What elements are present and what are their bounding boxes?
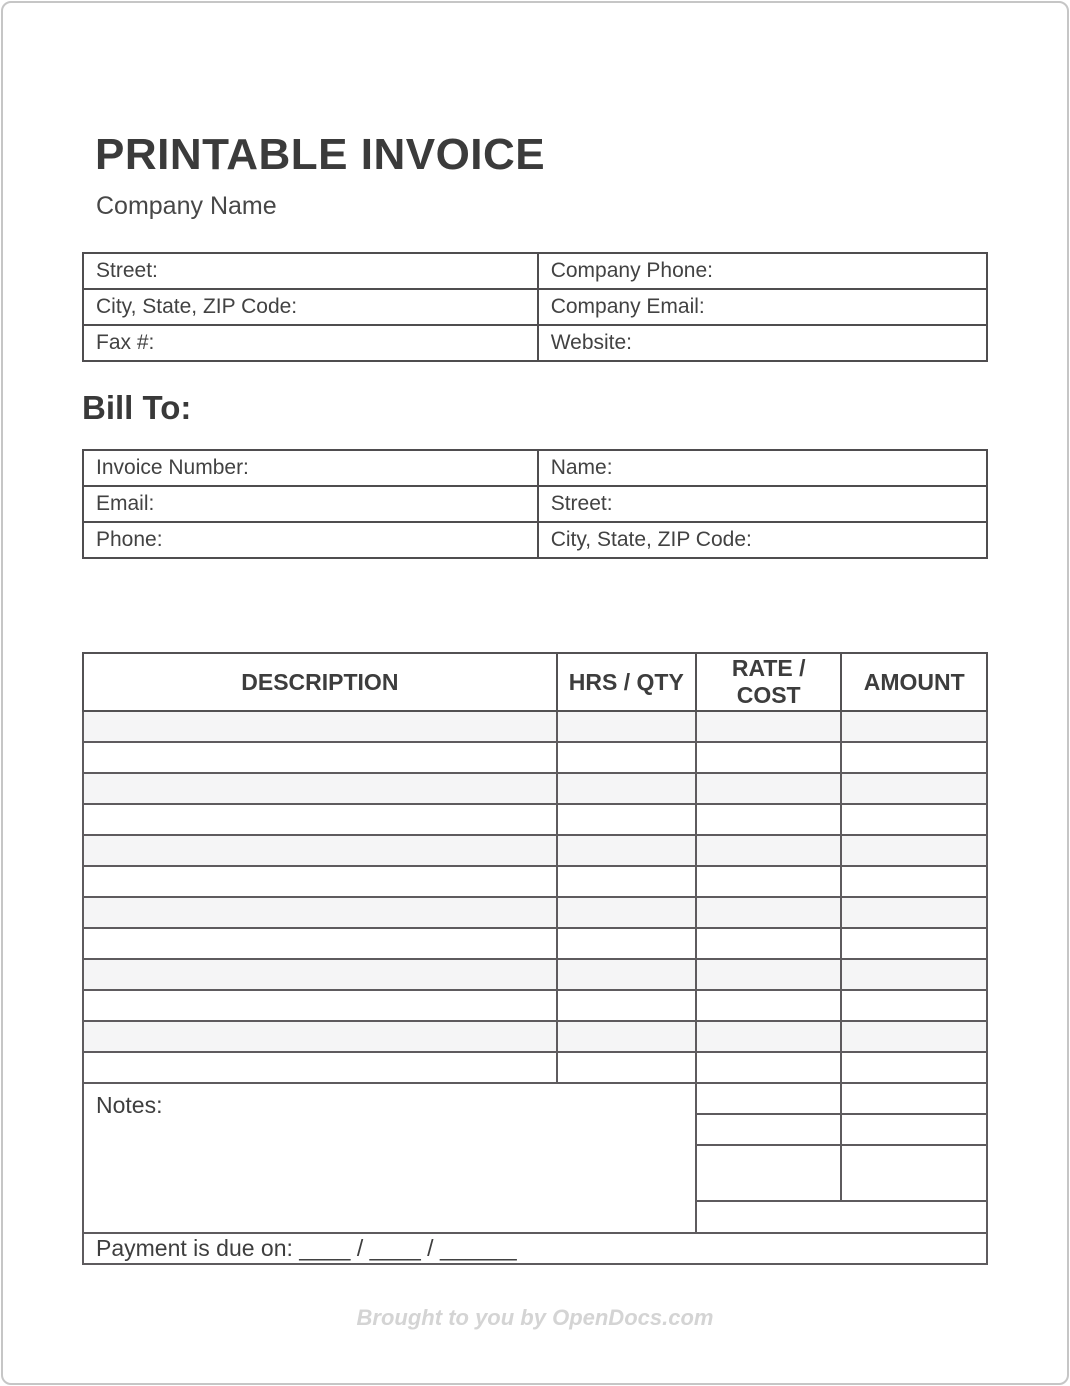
item-cell[interactable] — [841, 804, 987, 835]
bill-email-field[interactable] — [83, 486, 538, 522]
bill-email-label: Email: — [96, 492, 155, 516]
item-cell[interactable] — [696, 773, 842, 804]
table-row — [83, 325, 987, 361]
street-field[interactable] — [83, 253, 538, 289]
item-row — [83, 897, 987, 928]
item-cell[interactable] — [841, 866, 987, 897]
item-cell[interactable] — [83, 990, 557, 1021]
item-cell[interactable] — [841, 1052, 987, 1083]
item-cell[interactable] — [841, 928, 987, 959]
line-items-table — [82, 652, 988, 1265]
item-cell[interactable] — [696, 835, 842, 866]
website-field[interactable] — [538, 325, 987, 361]
item-row — [83, 990, 987, 1021]
item-cell[interactable] — [557, 1021, 696, 1052]
item-row — [83, 804, 987, 835]
item-row — [83, 959, 987, 990]
item-cell[interactable] — [83, 928, 557, 959]
item-cell[interactable] — [83, 773, 557, 804]
item-cell[interactable] — [696, 897, 842, 928]
item-cell[interactable] — [83, 835, 557, 866]
item-row — [83, 1052, 987, 1083]
item-cell[interactable] — [83, 804, 557, 835]
grand-total-label: TOTAL — [696, 1201, 987, 1233]
bill-phone-label: Phone: — [96, 528, 163, 552]
item-cell[interactable] — [557, 773, 696, 804]
website-label: Website: — [550, 331, 633, 355]
fax-field[interactable] — [83, 325, 538, 361]
item-cell[interactable] — [696, 1052, 842, 1083]
item-cell[interactable] — [557, 897, 696, 928]
item-cell[interactable] — [841, 742, 987, 773]
bill-name-label: Name: — [550, 456, 613, 480]
subtotal-value[interactable] — [841, 1083, 987, 1114]
item-cell[interactable] — [696, 1021, 842, 1052]
company-phone-label: Company Phone: — [550, 259, 713, 283]
invoice-number-field[interactable] — [83, 450, 538, 486]
table-row — [83, 486, 987, 522]
item-cell[interactable] — [557, 990, 696, 1021]
item-cell[interactable] — [696, 742, 842, 773]
bill-city-state-zip-field[interactable] — [538, 522, 987, 558]
item-cell[interactable] — [696, 711, 842, 742]
bill-street-field[interactable] — [538, 486, 987, 522]
table-row — [83, 289, 987, 325]
item-cell[interactable] — [696, 866, 842, 897]
item-cell[interactable] — [841, 711, 987, 742]
item-cell[interactable] — [841, 897, 987, 928]
col-header-amount: AMOUNT — [841, 653, 987, 711]
footer-credit: Brought to you by OpenDocs.com — [356, 1305, 714, 1331]
city-state-zip-label: City, State, ZIP Code: — [96, 295, 298, 319]
company-email-label: Company Email: — [550, 295, 705, 319]
item-cell[interactable] — [557, 804, 696, 835]
bill-phone-field[interactable] — [83, 522, 538, 558]
fax-label: Fax #: — [96, 331, 155, 355]
subtotal-label: SUBTOTAL — [696, 1083, 842, 1114]
summary-body — [83, 1083, 987, 1264]
street-label: Street: — [96, 259, 158, 283]
items-header-row — [83, 653, 987, 711]
item-cell[interactable] — [83, 1021, 557, 1052]
item-cell[interactable] — [696, 928, 842, 959]
item-cell[interactable] — [83, 1052, 557, 1083]
payment-row — [83, 1233, 987, 1264]
table-row — [83, 450, 987, 486]
col-header-description: DESCRIPTION — [83, 653, 557, 711]
bill-city-state-zip-label: City, State, ZIP Code: — [550, 528, 752, 552]
item-row — [83, 928, 987, 959]
item-cell[interactable] — [557, 835, 696, 866]
table-row — [83, 253, 987, 289]
item-row — [83, 711, 987, 742]
item-cell[interactable] — [557, 742, 696, 773]
col-header-hrs-qty: HRS / QTY — [557, 653, 696, 711]
item-row — [83, 835, 987, 866]
item-row — [83, 742, 987, 773]
item-row — [83, 773, 987, 804]
item-cell[interactable] — [83, 711, 557, 742]
discount-label: DISCOUNT — [696, 1114, 842, 1145]
item-cell[interactable] — [841, 1021, 987, 1052]
bill-street-label: Street: — [550, 492, 613, 516]
item-cell[interactable] — [83, 897, 557, 928]
item-cell[interactable] — [83, 866, 557, 897]
page-content — [82, 132, 988, 1331]
notes-area[interactable] — [83, 1083, 696, 1233]
item-cell[interactable] — [841, 990, 987, 1021]
item-cell[interactable] — [83, 959, 557, 990]
items-body — [83, 711, 987, 1083]
item-cell[interactable] — [83, 742, 557, 773]
item-cell[interactable] — [557, 959, 696, 990]
invoice-number-label: Invoice Number: — [96, 456, 249, 480]
item-cell[interactable] — [557, 928, 696, 959]
bill-name-field[interactable] — [538, 450, 987, 486]
bill-to-heading: Bill To: — [82, 389, 192, 427]
item-cell[interactable] — [841, 959, 987, 990]
item-row — [83, 866, 987, 897]
city-state-zip-field[interactable] — [83, 289, 538, 325]
col-header-rate-cost: RATE / COST — [696, 653, 842, 711]
company-name: Company Name — [96, 192, 277, 221]
bill-to-table — [82, 449, 988, 559]
company-email-field[interactable] — [538, 289, 987, 325]
page-title: PRINTABLE INVOICE — [95, 130, 546, 179]
item-cell[interactable] — [696, 804, 842, 835]
company-info-table — [82, 252, 988, 362]
item-row — [83, 1021, 987, 1052]
item-cell[interactable] — [557, 711, 696, 742]
company-phone-field[interactable] — [538, 253, 987, 289]
item-cell[interactable] — [696, 959, 842, 990]
sales-tax-value[interactable] — [841, 1145, 987, 1201]
sales-tax-label: SALES TAX (%) — [696, 1145, 842, 1201]
subtotal-row — [83, 1083, 987, 1114]
item-cell[interactable] — [557, 866, 696, 897]
item-cell[interactable] — [696, 990, 842, 1021]
item-cell[interactable] — [841, 773, 987, 804]
discount-value[interactable] — [841, 1114, 987, 1145]
notes-label: Notes: — [96, 1092, 163, 1119]
table-row — [83, 522, 987, 558]
item-cell[interactable] — [557, 1052, 696, 1083]
item-cell[interactable] — [841, 835, 987, 866]
payment-due-line[interactable]: Payment is due on: ____ / ____ / ______ — [83, 1233, 987, 1264]
